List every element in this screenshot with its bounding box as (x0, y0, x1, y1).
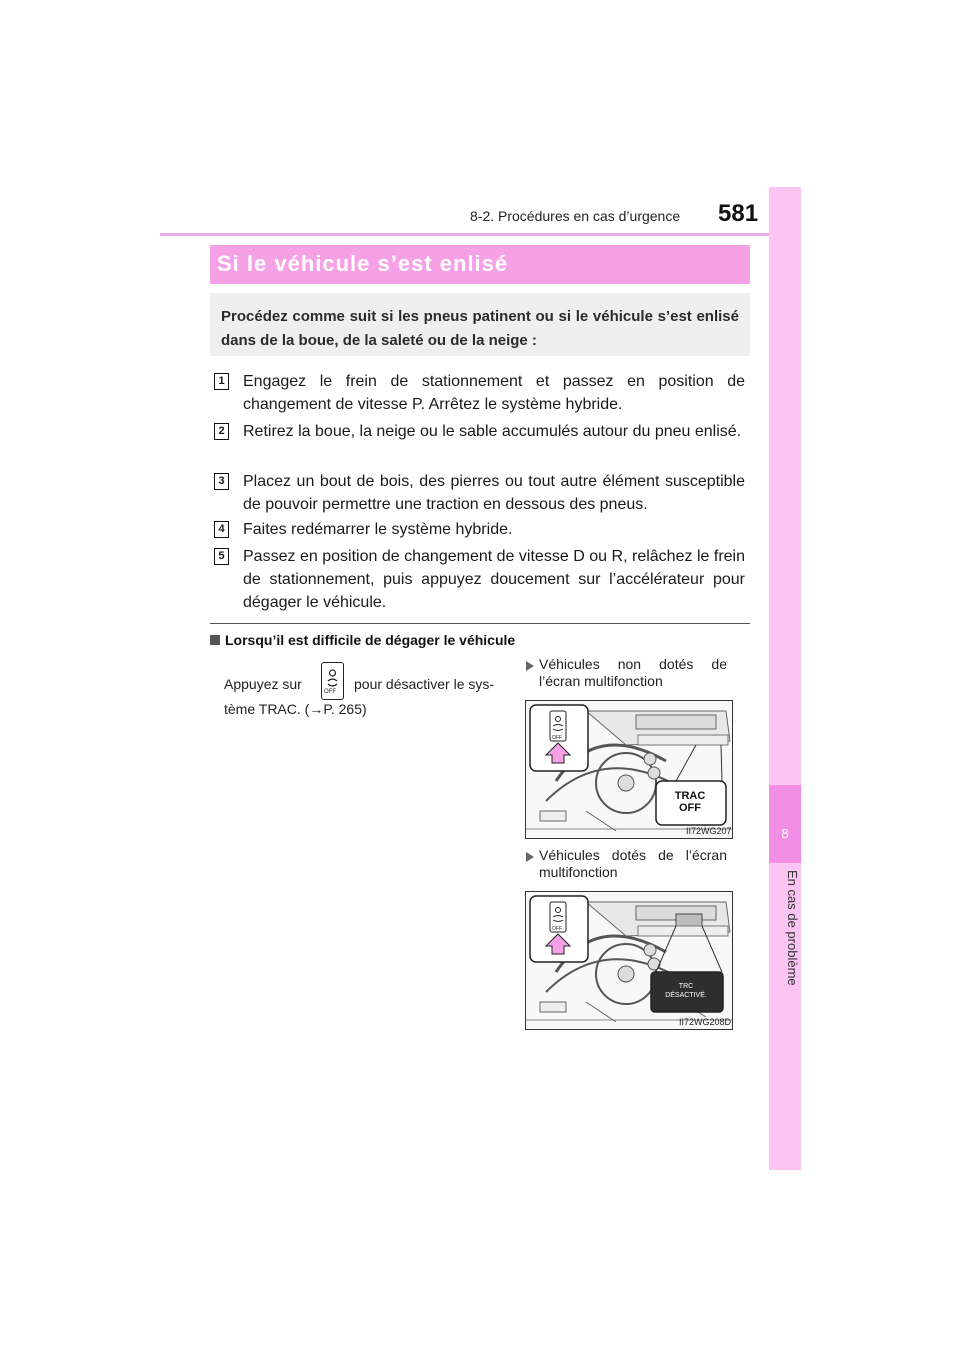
section-title: Si le véhicule s’est enlisé (217, 251, 509, 276)
header-rule (160, 233, 800, 236)
caption-triangle-icon (526, 661, 534, 671)
chapter-title: En cas de problème (785, 870, 800, 986)
figure-code: II72WG208D (679, 1017, 732, 1027)
figure-caption (539, 847, 727, 881)
step-badge: 1 (214, 373, 229, 390)
dashboard-illustration (525, 700, 733, 839)
figure-caption (539, 656, 727, 690)
trc-desactive-display (650, 982, 722, 1000)
step-badge: 5 (214, 548, 229, 565)
step-text: Retirez la boue, la neige ou le sable accumulés autour du pneu enlisé. (243, 423, 742, 440)
subsection-heading-text: Lorsqu’il est difficile de dégager le véhicule (225, 632, 516, 648)
trac-off-indicator (655, 790, 725, 814)
figure-caption-line: Véhicules non dotés de (539, 656, 727, 672)
section-label: 8-2. Procédures en cas d’urgence (470, 208, 681, 224)
page-reference: P. 265) (323, 701, 367, 717)
figure-caption-line: Véhicules dotés de l’écran (539, 847, 727, 863)
section-divider (210, 623, 750, 624)
step-text: Placez un bout de bois, des pierres ou tout autre élément susceptible de pouvoir permettre une traction en dessous des pneus. (243, 473, 745, 513)
reference-arrow: → (309, 701, 324, 717)
display-line: DÉSACTIVÉ. (665, 992, 707, 999)
dashboard-illustration-multiinfo (525, 891, 733, 1030)
chapter-number: 8 (781, 826, 789, 841)
intro-text: Procédez comme suit si les pneus patinent ou si le véhicule s’est enlisé dans de la boue, de la saleté ou de la neige : (221, 308, 739, 349)
display-line: TRC (678, 983, 694, 990)
svg-text:OFF: OFF (552, 926, 562, 932)
svg-text:OFF: OFF (552, 735, 562, 741)
instruction-text-start: Appuyez sur (224, 676, 302, 692)
caption-triangle-icon (526, 852, 534, 862)
page-number: 581 (718, 200, 759, 227)
square-bullet-icon (210, 635, 220, 645)
step-badge: 4 (214, 521, 229, 538)
indicator-line: TRAC (674, 790, 706, 802)
indicator-line: OFF (679, 802, 701, 814)
intro-box (210, 293, 750, 356)
side-tab-strip (769, 187, 801, 1170)
step-badge: 2 (214, 423, 229, 440)
subsection-heading (210, 632, 515, 648)
figure-caption-line: l’écran multifonction (539, 673, 663, 689)
instruction-text-mid: pour désactiver le sys- (354, 676, 495, 692)
figure-code: II72WG207 (686, 826, 732, 836)
instruction-text-trac: tème TRAC. ( (224, 701, 310, 717)
button-off-label: OFF (324, 689, 336, 695)
section-title-bar (210, 245, 750, 284)
side-tab-active-block (769, 785, 801, 863)
step-text: Passez en position de changement de vitesse D ou R, relâchez le frein de stationnement, puis appuyez doucement sur l’accélérateur pour dégager le véhicule. (243, 548, 745, 611)
step-text: Engagez le frein de stationnement et passez en position de changement de vitesse P. Arrêtez le système hybride. (243, 373, 745, 413)
step-text: Faites redémarrer le système hybride. (243, 521, 513, 538)
figure-caption-line: multifonction (539, 864, 618, 880)
instruction-text-line2 (224, 699, 367, 719)
step-badge: 3 (214, 473, 229, 490)
